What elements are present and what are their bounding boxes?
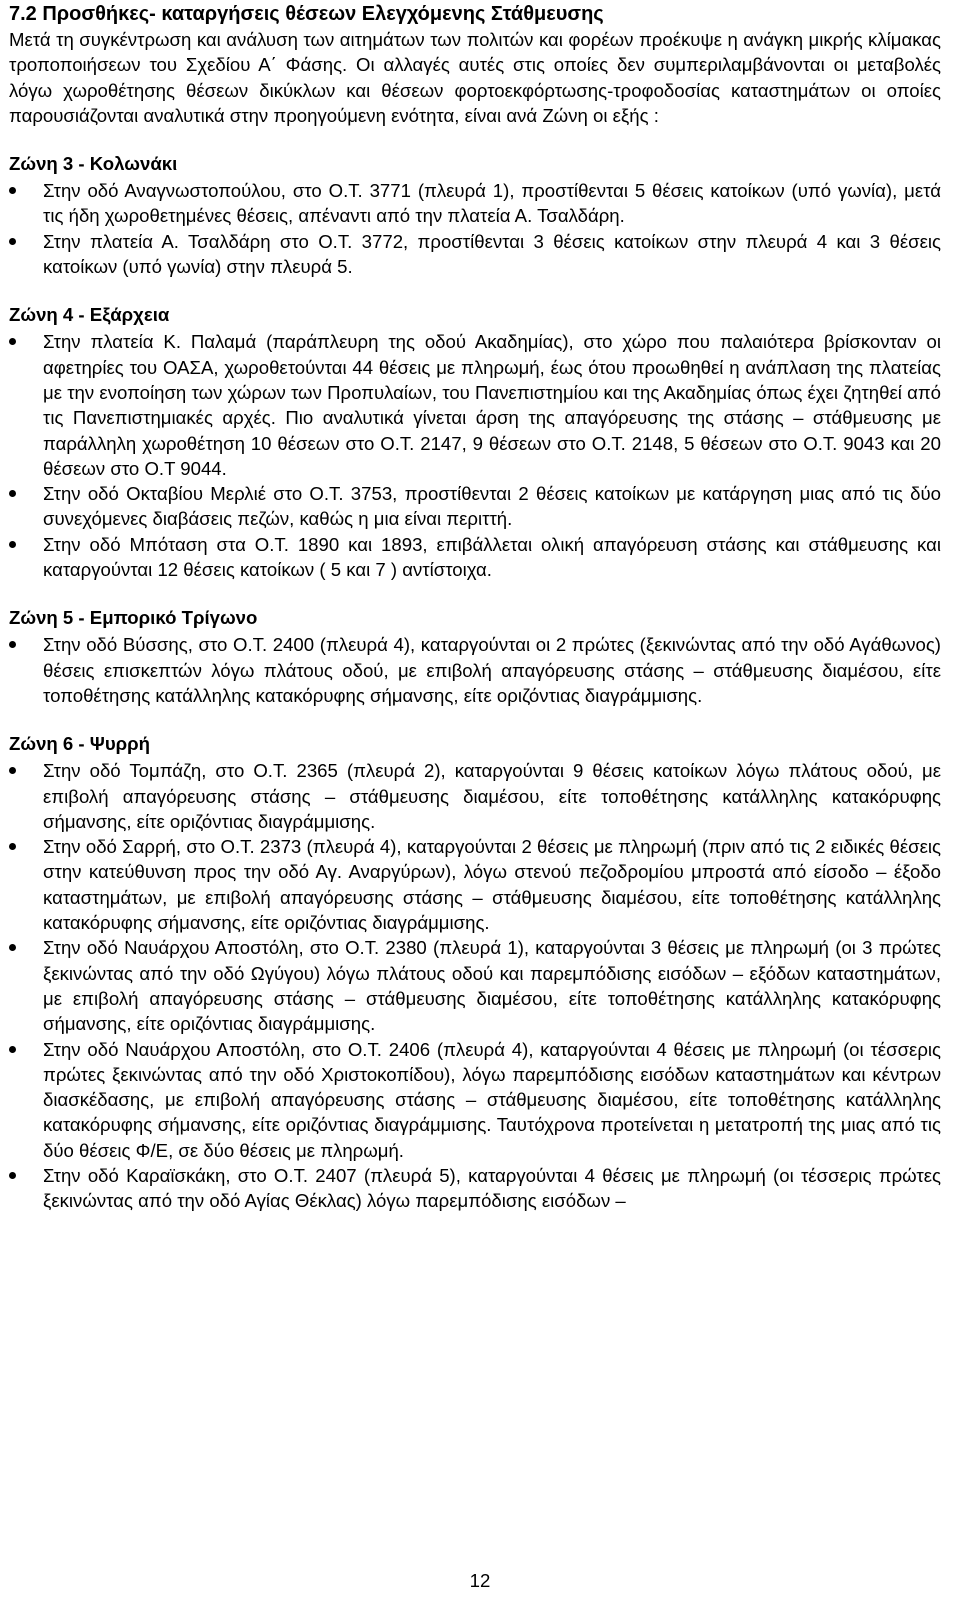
list-item [9, 481, 941, 532]
zone-heading: Ζώνη 5 - Εμπορικό Τρίγωνο [9, 607, 258, 629]
intro-paragraph: Μετά τη συγκέντρωση και ανάλυση των αιτημάτων των πολιτών και φορέων προέκυψε η ανάγκη μικρής κλίμακας τροποποιήσεων του Σχεδίου Α΄ Φάσης. Οι αλλαγές αυτές στις οποίες δεν συμπεριλαμβάνονται οι μεταβολές λόγω χωροθέτησης θέσεων δικύκλων και θέσεων φορτοεκφόρτωσης-τροφοδοσίας καταστημάτων οι οποίες παρουσιάζονται αναλυτικά στην προηγούμενη ενότητα, είναι ανά Ζώνη οι εξής : [9, 29, 941, 126]
bullet-icon [9, 767, 16, 774]
bullet-icon [9, 541, 16, 548]
bullet-icon [9, 1172, 16, 1179]
bullet-icon [9, 238, 16, 245]
list-item-text: Στην πλατεία Κ. Παλαμά (παράπλευρη της οδού Ακαδημίας), στο χώρο που παλαιότερα βρίσκονταν οι αφετηρίες του ΟΑΣΑ, χωροθετούνται 44 θέσεις με πληρωμή, έως ότου προωθηθεί η ανάπλαση της πλατείας με την ενοποίηση των χώρων των Προπυλαίων, του Πανεπιστημίου και της Ακαδημίας όπως έχει ζητηθεί από τις Πανεπιστημιακές αρχές. Πιο αναλυτικά γίνεται άρση της απαγόρευσης της στάσης – στάθμευσης με παράλληλη χωροθέτηση 10 θέσεων στο Ο.Τ. 2147, 9 θέσεων στο Ο.Τ. 2148, 5 θέσεων στο Ο.Τ. 9043 και 20 θέσεων στο Ο.Τ 9044. [43, 331, 941, 479]
list-item-text: Στην οδό Μπόταση στα Ο.Τ. 1890 και 1893, επιβάλλεται ολική απαγόρευση στάσης και στάθμευσης και καταργούνται 12 θέσεις κατοίκων ( 5 και 7 ) αντίστοιχα. [43, 533, 941, 581]
list-item-text: Στην οδό Ναυάρχου Αποστόλη, στο Ο.Τ. 2406 (πλευρά 4), καταργούνται 4 θέσεις με πληρωμή (οι τέσσερις πρώτες ξεκινώντας από την οδό Χριστοκοπίδου), λόγω παρεμπόδισης εισόδων καταστημάτων και κέντρων διασκέδασης, με επιβολή απαγόρευσης στάσης – στάθμευσης διαμέσου, είτε τοποθέτησης κατάλληλης κατακόρυφης σήμανσης, είτε οριζόντιας διαγράμμισης. Ταυτόχρονα προτείνεται η μετατροπή της μιας από τις δύο θέσεις Φ/Ε, σε δύο θέσεις με πληρωμή. [43, 1038, 941, 1161]
zone-heading: Ζώνη 3 - Κολωνάκι [9, 153, 178, 175]
bullet-icon [9, 641, 16, 648]
zone-heading: Ζώνη 4 - Εξάρχεια [9, 304, 170, 326]
zone-5 [9, 605, 941, 708]
list-item [9, 632, 941, 708]
list-item [9, 935, 941, 1036]
zone-4 [9, 302, 941, 582]
zone-6 [9, 731, 941, 1213]
document-page [9, 0, 941, 1214]
list-item-text: Στην οδό Καραϊσκάκη, στο Ο.Τ. 2407 (πλευρά 5), καταργούνται 4 θέσεις με πληρωμή (οι τέσσερις πρώτες ξεκινώντας από την οδό Αγίας Θέκλας) λόγω παρεμπόδισης εισόδων – [43, 1164, 941, 1212]
list-item [9, 834, 941, 935]
bullet-icon [9, 187, 16, 194]
list-item-text: Στην πλατεία Α. Τσαλδάρη στο Ο.Τ. 3772, προστίθενται 3 θέσεις κατοίκων στην πλευρά 4 και 3 θέσεις κατοίκων (υπό γωνία) στην πλευρά 5. [43, 230, 941, 278]
list-item-text: Στην οδό Ναυάρχου Αποστόλη, στο Ο.Τ. 2380 (πλευρά 1), καταργούνται 3 θέσεις με πληρωμή (οι 3 πρώτες ξεκινώντας από την οδό Ωγύγου) λόγω πλάτους οδού και παρεμπόδισης εισόδων – εξόδων καταστημάτων, με επιβολή απαγόρευσης στάσης – στάθμευσης διαμέσου, είτε τοποθέτησης κατάλληλης κατακόρυφης σήμανσης, είτε οριζόντιας διαγράμμισης. [43, 937, 941, 1035]
list-item [9, 1163, 941, 1214]
bullet-list [9, 758, 941, 1213]
list-item-text: Στην οδό Οκταβίου Μερλιέ στο Ο.Τ. 3753, προστίθενται 2 θέσεις κατοίκων με κατάργηση μιας από τις δύο συνεχόμενες διαβάσεις πεζών, καθώς η μια είναι περιττή. [43, 483, 941, 530]
zone-heading: Ζώνη 6 - Ψυρρή [9, 733, 151, 755]
list-item-text: Στην οδό Τομπάζη, στο Ο.Τ. 2365 (πλευρά 2), καταργούνται 9 θέσεις κατοίκων λόγω πλάτους οδού, με επιβολή απαγόρευσης στάσης – στάθμευσης διαμέσου, είτε τοποθέτησης κατάλληλης κατακόρυφης σήμανσης, είτε οριζόντιας διαγράμμισης. [43, 760, 941, 832]
list-item [9, 532, 941, 583]
list-item-text: Στην οδό Βύσσης, στο Ο.Τ. 2400 (πλευρά 4), καταργούνται οι 2 πρώτες (ξεκινώντας από την οδό Αγάθωνος) θέσεις επισκεπτών λόγω πλάτους οδού, με επιβολή απαγόρευσης στάσης – στάθμευσης διαμέσου, είτε τοποθέτησης κατάλληλης κατακόρυφης σήμανσης, είτε οριζόντιας διαγράμμισης. [43, 634, 941, 706]
bullet-icon [9, 843, 16, 850]
bullet-icon [9, 1046, 16, 1053]
list-item-text: Στην οδό Σαρρή, στο Ο.Τ. 2373 (πλευρά 4), καταργούνται 2 θέσεις με πληρωμή (πριν από τις 2 ειδικές θέσεις στην κατεύθυνση προς την οδό Αγ. Αναργύρων), λόγω στενού πεζοδρομίου μπροστά από είσοδο – έξοδο καταστημάτων, με επιβολή απαγόρευσης στάσης – στάθμευσης διαμέσου, είτε τοποθέτησης κατάλληλης κατακόρυφης σήμανσης, είτε οριζόντιας διαγράμμισης. [43, 836, 941, 934]
list-item [9, 758, 941, 834]
list-item [9, 229, 941, 280]
list-item [9, 178, 941, 229]
bullet-icon [9, 490, 16, 497]
list-item [9, 329, 941, 481]
bullet-icon [9, 944, 16, 951]
zone-3 [9, 151, 941, 279]
bullet-list [9, 178, 941, 279]
bullet-icon [9, 338, 16, 345]
list-item [9, 1037, 941, 1163]
bullet-list [9, 329, 941, 582]
bullet-list [9, 632, 941, 708]
list-item-text: Στην οδό Αναγνωστοπούλου, στο Ο.Τ. 3771 (πλευρά 1), προστίθενται 5 θέσεις κατοίκων (υπό γωνία), μετά τις ήδη χωροθετημένες θέσεις, απέναντι από την πλατεία Α. Τσαλδάρη. [43, 180, 941, 227]
section-title: 7.2 Προσθήκες- καταργήσεις θέσεων Ελεγχόμενης Στάθμευσης [9, 3, 604, 25]
page-number: 12 [469, 1570, 491, 1591]
